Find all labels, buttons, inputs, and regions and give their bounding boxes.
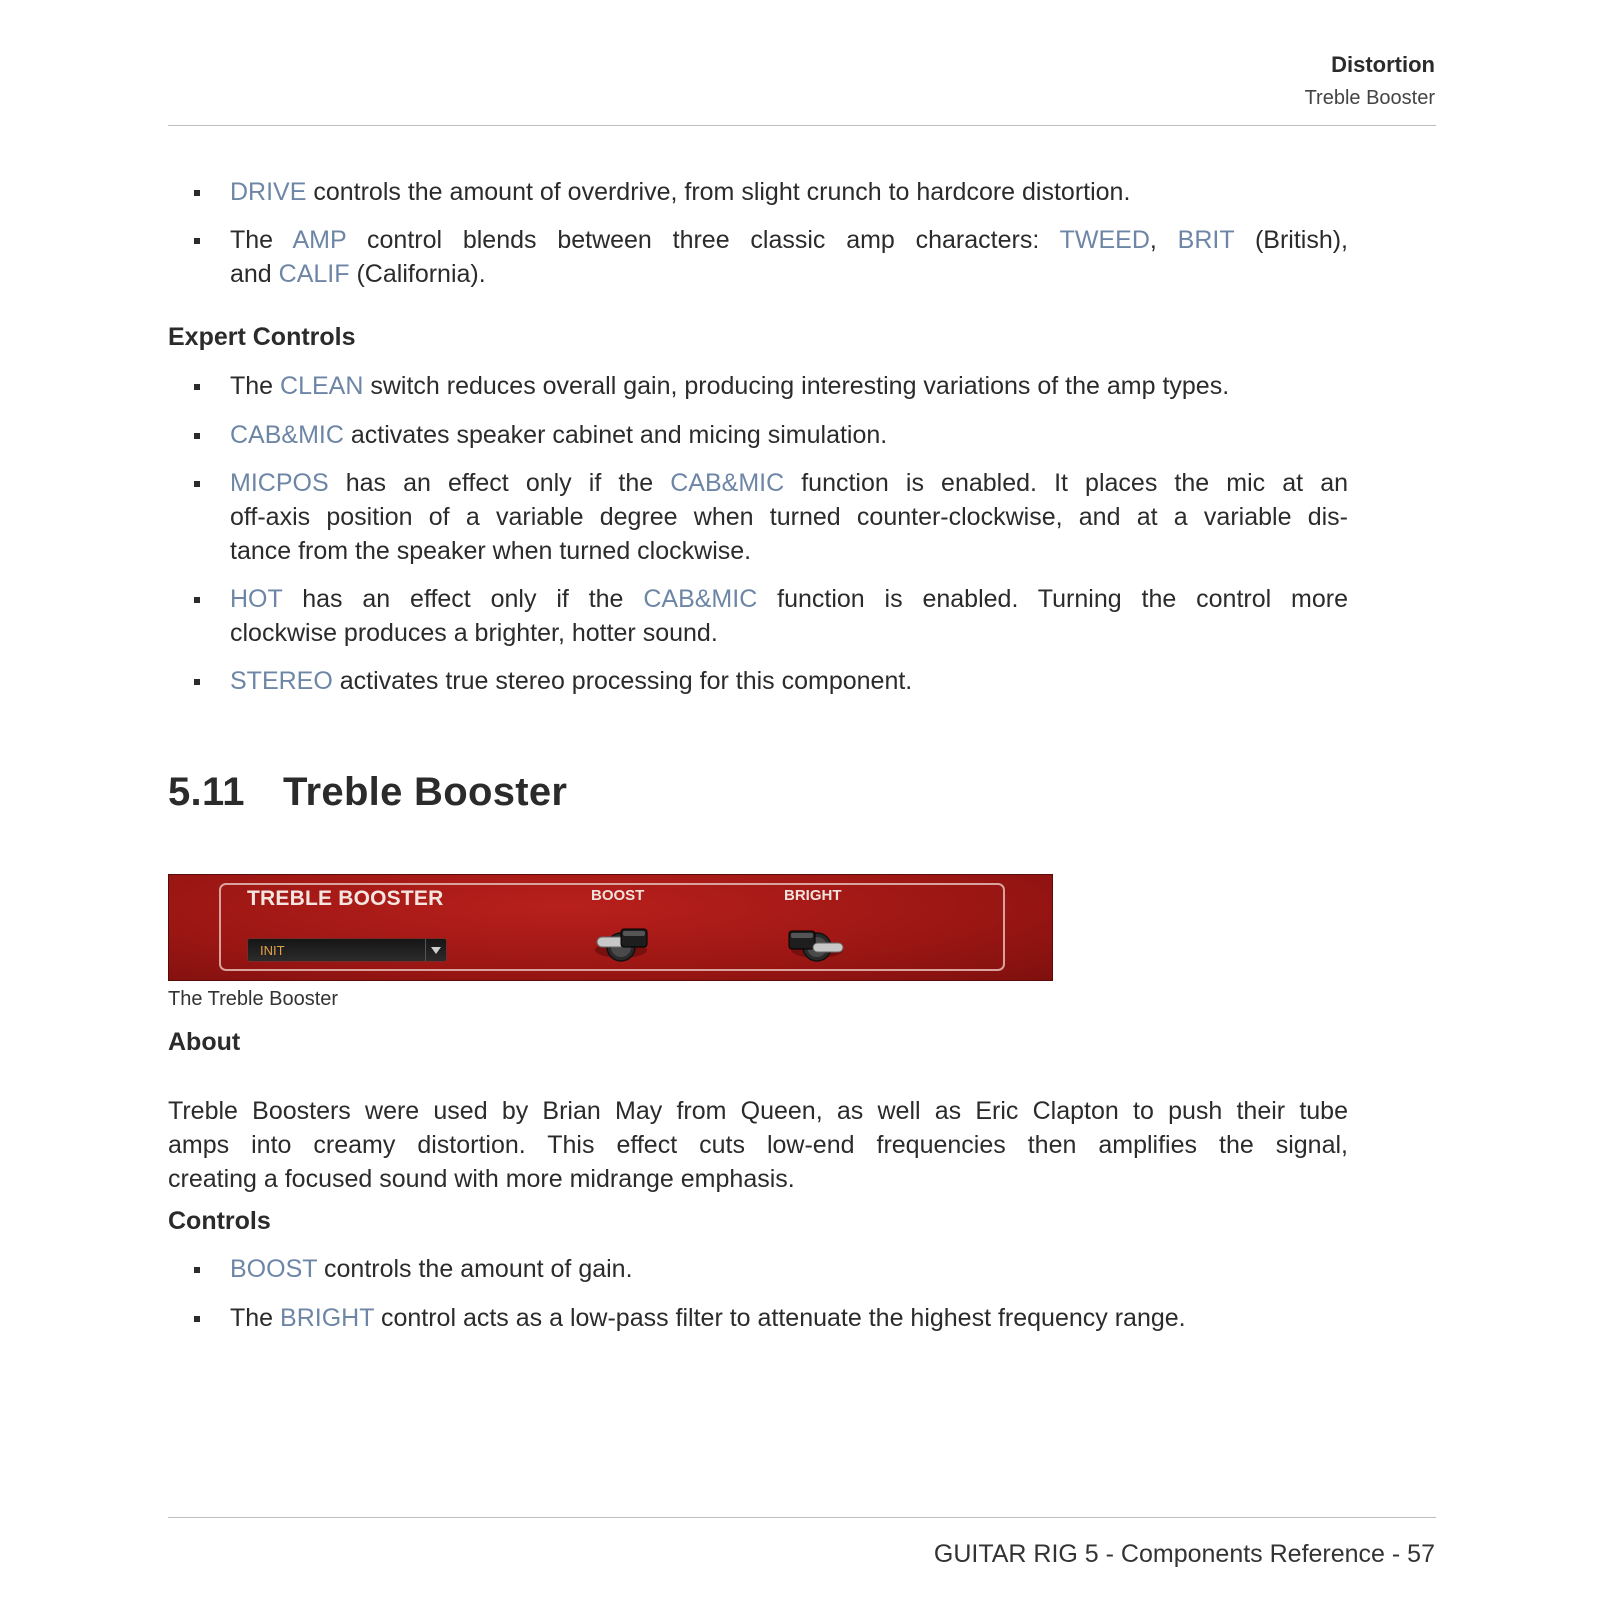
list-item-drive (193, 175, 1348, 209)
item-line: off-axis position of a variable degree when turned counter-clockwise, and at a variable dis- (230, 503, 1348, 531)
section-heading (168, 770, 567, 815)
section-title: Treble Booster (283, 770, 568, 814)
list-item-cabmic (193, 418, 1348, 452)
footer-rule (168, 1517, 1436, 1518)
keyword-tweed: TWEED (1059, 226, 1150, 254)
list-item-boost (193, 1252, 1348, 1286)
keyword-stereo: STEREO (230, 667, 333, 695)
para-line: amps into creamy distortion. This effect cuts low-end frequencies then amplifies the signal, (168, 1131, 1348, 1159)
item-text: controls the amount of overdrive, from slight crunch to hardcore distortion. (306, 178, 1131, 206)
item-text: The (230, 372, 281, 400)
list-item-clean (193, 369, 1348, 403)
item-text: The (230, 226, 293, 254)
item-text: The (230, 1304, 281, 1332)
item-text: function is enabled. Turning the control more (757, 585, 1349, 613)
preset-value: INIT (260, 943, 285, 958)
item-line (230, 466, 1348, 500)
item-text: switch reduces overall gain, producing interesting variations of the amp types. (363, 372, 1230, 400)
page-footer: GUITAR RIG 5 - Components Reference - 57 (933, 1540, 1435, 1568)
keyword-drive: DRIVE (230, 178, 307, 206)
controls-heading: Controls (168, 1207, 271, 1235)
list-item-hot (193, 582, 1348, 650)
para-line: creating a focused sound with more midrange emphasis. (168, 1165, 795, 1193)
item-text: control blends between three classic amp characters: (346, 226, 1060, 254)
section-number: 5.11 (168, 770, 245, 814)
item-text: (British), (1234, 226, 1349, 254)
list-item-micpos (193, 466, 1348, 568)
header-rule (168, 125, 1436, 126)
item-line (230, 257, 1348, 291)
about-paragraph (168, 1094, 1348, 1196)
keyword-calif: CALIF (278, 260, 350, 288)
keyword-cabmic: CAB&MIC (643, 585, 758, 613)
item-text: control acts as a low-pass filter to attenuate the highest frequency range. (374, 1304, 1186, 1332)
keyword-boost: BOOST (230, 1255, 318, 1283)
item-text: , (1149, 226, 1178, 254)
keyword-amp: AMP (292, 226, 347, 254)
panel-title: TREBLE BOOSTER (247, 887, 444, 910)
treble-booster-panel (168, 874, 1053, 981)
keyword-brit: BRIT (1177, 226, 1235, 254)
boost-label: BOOST (591, 887, 645, 904)
dropdown-arrow-icon[interactable] (425, 939, 446, 961)
item-line: tance from the speaker when turned clockwise. (230, 537, 752, 565)
running-header-chapter: Distortion (1331, 52, 1435, 77)
item-text: has an effect only if the (328, 469, 671, 497)
keyword-cabmic: CAB&MIC (670, 469, 785, 497)
keyword-cabmic: CAB&MIC (230, 421, 344, 449)
about-heading: About (168, 1028, 241, 1056)
item-text: controls the amount of gain. (317, 1255, 633, 1283)
item-text: has an effect only if the (282, 585, 644, 613)
bright-switch[interactable] (783, 919, 853, 963)
para-line: Treble Boosters were used by Brian May from Queen, as well as Eric Clapton to push their tube (168, 1097, 1348, 1125)
keyword-clean: CLEAN (280, 372, 364, 400)
item-text: (California). (349, 260, 486, 288)
item-text: and (230, 260, 279, 288)
boost-switch[interactable] (587, 919, 657, 963)
item-text: activates speaker cabinet and micing simulation. (343, 421, 888, 449)
item-text: function is enabled. It places the mic at an (784, 469, 1349, 497)
list-item-bright (193, 1301, 1348, 1335)
keyword-hot: HOT (230, 585, 283, 613)
bright-label: BRIGHT (784, 887, 842, 904)
item-line: clockwise produces a brighter, hotter sound. (230, 619, 718, 647)
item-text: activates true stereo processing for this component. (332, 667, 913, 695)
running-header-section: Treble Booster (1304, 87, 1435, 109)
list-item-amp (193, 223, 1348, 291)
item-line (230, 223, 1348, 257)
item-line (230, 582, 1348, 616)
keyword-bright: BRIGHT (280, 1304, 375, 1332)
expert-controls-heading: Expert Controls (168, 323, 356, 351)
preset-dropdown[interactable] (247, 938, 447, 962)
keyword-micpos: MICPOS (230, 469, 329, 497)
figure-caption: The Treble Booster (168, 988, 339, 1010)
list-item-stereo (193, 664, 1348, 698)
